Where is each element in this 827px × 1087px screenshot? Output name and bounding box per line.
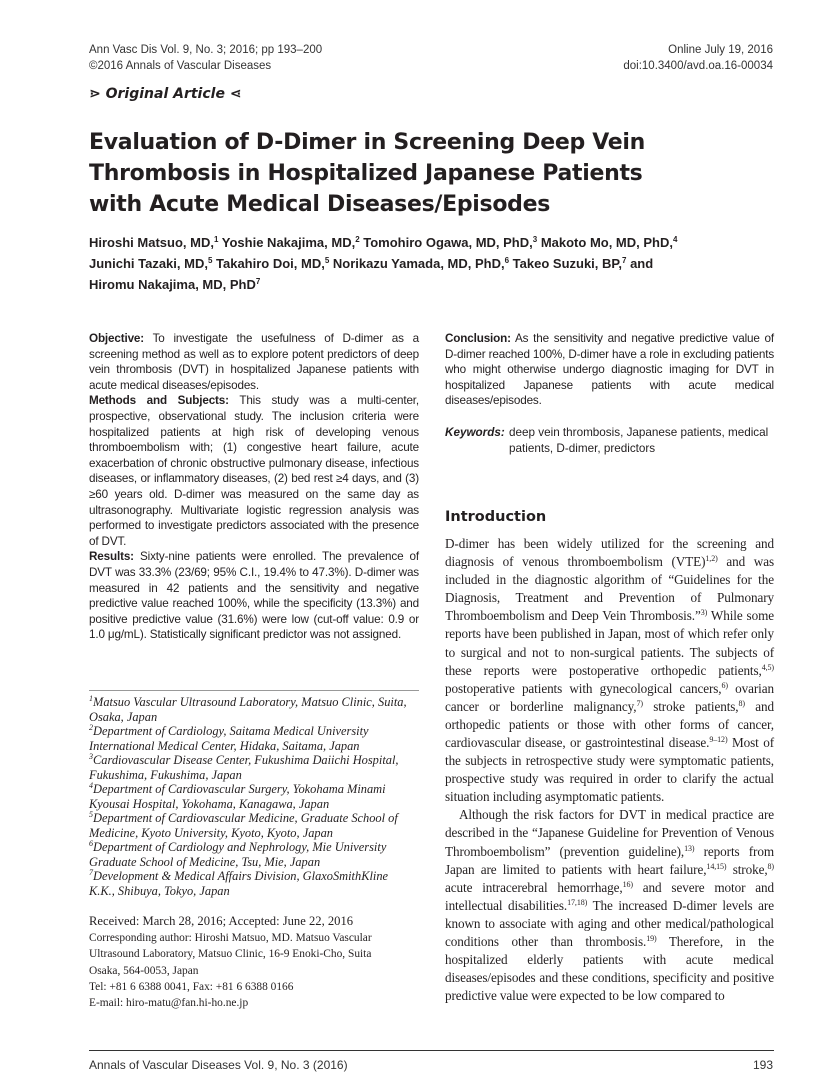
author-line — [89, 232, 677, 253]
conclusion-label: Conclusion: — [445, 332, 511, 345]
author-name: Norikazu Yamada, MD, PhD, — [329, 256, 505, 271]
paragraph-text: acute intracerebral hemorrhage, — [445, 879, 623, 895]
corresponding-address: Osaka, 564-0053, Japan — [89, 964, 199, 977]
abstract-methods — [89, 393, 419, 549]
correspondence-block — [89, 912, 419, 1011]
doi-link[interactable]: doi:10.3400/avd.oa.16-00034 — [623, 60, 773, 72]
affiliation-marker: 5 — [207, 256, 213, 265]
footer-divider — [89, 1050, 774, 1051]
affiliation-marker: 7 — [622, 256, 627, 265]
author-line — [89, 253, 677, 274]
citation-marker: 13) — [684, 843, 695, 853]
paragraph-text: and was included in the diagnostic algorithm of “Guidelines for the Diagnosis, Treatment and Prevention of Pulmonary Thromboembolism and Deep Vein Thrombosis.” — [445, 554, 774, 624]
affiliation-number: 3 — [89, 752, 93, 761]
author-name: Tomohiro Ogawa, MD, PhD, — [359, 235, 533, 250]
online-date: Online July 19, 2016 — [668, 44, 773, 56]
affiliation-line: Osaka, Japan — [89, 709, 158, 724]
author-name: Hiromu Nakajima, MD, PhD — [89, 277, 256, 292]
paragraph-text: and orthopedic patients or those with other forms of cancer, cardiovascular disease, or gastrointestinal disease. — [445, 698, 774, 750]
affiliation-text: Development & Medical Affairs Division, GlaxoSmithKline — [93, 869, 389, 883]
citation-marker: 9–12) — [709, 735, 728, 744]
affiliation-marker: 5 — [324, 256, 330, 265]
corresponding-address: Ultrasound Laboratory, Matsuo Clinic, 16-9 Enoki-Cho, Suita — [89, 948, 372, 961]
paragraph-text: Most of the subjects in retrospective study were symptomatic patients, prospective study was required in order to clarify the actual situation including asymptomatic patients. — [445, 735, 774, 805]
email-link[interactable]: E-mail: hiro-matu@fan.hi-ho.ne.jp — [89, 997, 249, 1010]
abstract-results — [89, 549, 419, 643]
affiliation-text: Department of Cardiology and Nephrology, Mie University — [93, 840, 387, 854]
affiliation-marker: 3 — [532, 235, 538, 244]
paragraph-text: The increased D-dimer levels are known to associate with aging and other medical/pathological conditions other than thrombosis. — [445, 897, 774, 950]
affiliation-marker: 2 — [355, 235, 360, 244]
citation-marker: 7) — [636, 698, 643, 708]
title-line: with Acute Medical Diseases/Episodes — [89, 192, 551, 217]
affiliation-number: 7 — [89, 868, 93, 877]
phone-fax: Tel: +81 6 6388 0041, Fax: +81 6 6388 0166 — [89, 980, 294, 993]
affiliation-line: Fukushima, Fukushima, Japan — [89, 767, 242, 782]
chevron-right-decoration-icon: ⋗ — [89, 86, 101, 102]
citation-marker: 8) — [767, 861, 774, 871]
results-label: Results: — [89, 550, 134, 564]
journal-citation: Ann Vasc Dis Vol. 9, No. 3; 2016; pp 193–200 — [89, 44, 323, 56]
keywords-text: deep vein thrombosis, Japanese patients, medical patients, D-dimer, predictors — [509, 425, 769, 455]
paragraph-text: postoperative patients with gynecological cancers, — [445, 680, 722, 696]
copyright: ©2016 Annals of Vascular Diseases — [89, 60, 272, 72]
paragraph-text: Therefore, in the hospitalized elderly patients with acute medical diseases/episodes and these conditions, specificity and positive predictive value were expected to be low compared to — [445, 934, 774, 1004]
title-line: Evaluation of D-Dimer in Screening Deep Vein — [89, 130, 646, 155]
affiliation-number: 2 — [89, 723, 93, 732]
left-column-notes — [89, 690, 419, 1011]
introduction-body — [445, 535, 774, 1005]
author-name: Junichi Tazaki, MD, — [89, 256, 208, 271]
conclusion-text: As the sensitivity and negative predictive value of D-dimer reached 100%, D-dimer have a role in excluding patients who might otherwise undergo diagnostic imaging for DVT in hospitalized Japanese patients with acute medical diseases/episodes. — [445, 332, 775, 408]
author-name: and — [626, 256, 654, 271]
author-name: Hiroshi Matsuo, MD, — [89, 235, 214, 250]
citation-marker: 17,18) — [567, 897, 588, 907]
page-number: 193 — [752, 1058, 773, 1072]
affiliation-text: Matsuo Vascular Ultrasound Laboratory, Matsuo Clinic, Suita, — [93, 695, 407, 709]
article-type: Original Article — [105, 86, 225, 102]
affiliation-number: 5 — [89, 810, 93, 819]
methods-label: Methods and Subjects: — [89, 394, 229, 408]
citation-marker: 19) — [646, 934, 657, 944]
affiliation-text: Department of Cardiovascular Surgery, Yokohama Minami — [93, 782, 386, 796]
author-list — [89, 232, 677, 295]
affiliation-line: Kyousai Hospital, Yokohama, Kanagawa, Japan — [89, 796, 330, 811]
affiliation-marker: 1 — [213, 235, 219, 244]
abstract-left — [89, 331, 419, 643]
paragraph-text: reports from Japan are limited to patients with heart failure, — [445, 843, 774, 877]
keywords — [445, 425, 774, 457]
citation-marker: 14,15) — [706, 861, 727, 871]
affiliation-line — [89, 724, 419, 739]
affiliation-text: Cardiovascular Disease Center, Fukushima Daiichi Hospital, — [93, 753, 399, 767]
citation-marker: 1,2) — [705, 554, 718, 564]
affiliation-line: Medicine, Kyoto University, Kyoto, Kyoto, Japan — [89, 825, 333, 840]
affiliation-marker: 4 — [673, 235, 678, 244]
section-heading-introduction: Introduction — [445, 508, 547, 525]
article-title — [89, 127, 645, 220]
received-accepted-dates: Received: March 28, 2016; Accepted: June 22, 2016 — [89, 914, 354, 928]
author-name: Takeo Suzuki, BP, — [509, 256, 623, 271]
corresponding-author: Corresponding author: Hiroshi Matsuo, MD. Matsuo Vascular — [89, 932, 372, 944]
affiliation-text: Department of Cardiovascular Medicine, Graduate School of — [93, 811, 398, 825]
citation-marker: 6) — [721, 680, 728, 690]
affiliation-line — [89, 753, 419, 768]
affiliations-divider — [89, 690, 419, 691]
abstract-objective — [89, 331, 419, 393]
affiliation-number: 1 — [89, 694, 93, 703]
methods-text: This study was a multi-center, prospective, observational study. The inclusion criteria were hospitalized patients at high risk of developing venous thromboembolism with; (1) congestive heart failure, acute exacerbation of chronic obstructive pulmonary disease, infectious diseases, or inflammatory diseases, (2) bed rest ≥4 days, and (3) ≥60 years old. D-dimer was measured on the same day as ultrasonography. Multivariate logistic regression analysis was performed to investigate predictors associated with the presence of DVT. — [89, 394, 419, 548]
paragraph-text: D-dimer has been widely utilized for the screening and diagnosis of venous thromboembolism (VTE) — [445, 535, 774, 570]
affiliation-text: Department of Cardiology, Saitama Medical University — [93, 724, 369, 738]
author-name: Takahiro Doi, MD, — [212, 256, 325, 271]
author-name: Yoshie Nakajima, MD, — [218, 235, 356, 250]
paragraph-text: stroke, — [726, 861, 768, 877]
left-column — [89, 331, 419, 643]
paragraph-text: Although the risk factors for DVT in medical practice are described in the “Japanese Guideline for Prevention of Venous Thromboembolism” (prevention guideline), — [445, 807, 774, 859]
author-line — [89, 274, 677, 295]
affiliation-line — [89, 782, 419, 797]
paragraph-text: stroke patients, — [642, 698, 739, 714]
affiliation-marker: 7 — [255, 277, 261, 286]
affiliation-number: 6 — [89, 839, 93, 848]
affiliations — [89, 695, 419, 898]
title-line: Thrombosis in Hospitalized Japanese Patients — [89, 161, 643, 186]
paragraph — [445, 806, 774, 1005]
footer-journal: Annals of Vascular Diseases Vol. 9, No. 3 (2016) — [89, 1058, 348, 1072]
affiliation-line — [89, 869, 419, 884]
running-header-left — [89, 42, 322, 74]
affiliation-line — [89, 695, 419, 710]
keywords-label: Keywords: — [445, 425, 505, 439]
running-header-right — [623, 42, 773, 74]
affiliation-marker: 6 — [504, 256, 510, 265]
citation-marker: 4,5) — [761, 662, 774, 672]
article-type-badge — [89, 86, 242, 102]
paragraph-text: and severe motor and intellectual disabilities. — [445, 879, 774, 913]
objective-text: To investigate the usefulness of D-dimer as a screening method as well as to explore potent predictors of deep vein thrombosis (DVT) in hospitalized Japanese patients with acute medical diseases/episodes. — [89, 332, 419, 392]
abstract-conclusion — [445, 331, 774, 409]
results-text: Sixty-nine patients were enrolled. The prevalence of DVT was 33.3% (23/69; 95% C.I., 19.4% to 47.3%). D-dimer was measured in 42 patients and the sensitivity and negative predictive value reached 100%, while the specificity (13.3%) and positive predictive value (31.6%) were low (cut-off value: 0.9 or 1.0 μg/mL). Statistically significant predictor was not assigned. — [89, 550, 419, 642]
paragraph-text: While some reports have been published in Japan, most of which refer only to surgical and not to non-surgical patients. The subjects of these reports were postoperative orthopedic patients, — [445, 608, 774, 678]
affiliation-line: International Medical Center, Hidaka, Saitama, Japan — [89, 738, 360, 753]
affiliation-line — [89, 840, 419, 855]
affiliation-line — [89, 811, 419, 826]
affiliation-line: K.K., Shibuya, Tokyo, Japan — [89, 883, 230, 898]
right-column — [445, 331, 774, 1005]
citation-marker: 3) — [700, 608, 708, 618]
author-name: Makoto Mo, MD, PhD, — [537, 235, 673, 250]
chevron-left-decoration-icon: ⋖ — [229, 86, 242, 102]
paragraph-text: ovarian cancer or borderline malignancy, — [445, 680, 774, 714]
citation-marker: 8) — [738, 698, 745, 708]
objective-label: Objective: — [89, 332, 145, 345]
citation-marker: 16) — [622, 879, 633, 889]
paragraph — [445, 535, 774, 806]
affiliation-line: Graduate School of Medicine, Tsu, Mie, Japan — [89, 854, 321, 869]
affiliation-number: 4 — [89, 781, 93, 790]
